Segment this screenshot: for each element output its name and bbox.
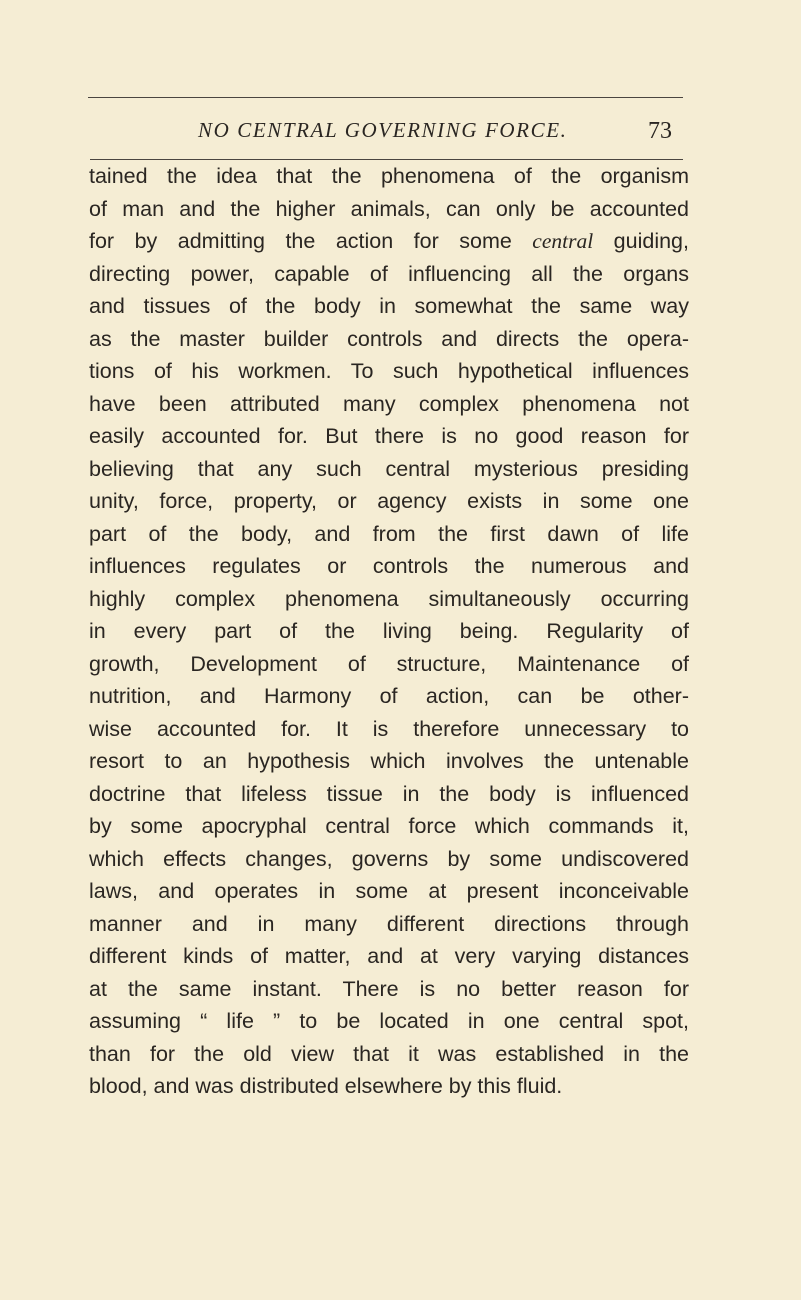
text-line: manner and in many different directions through bbox=[89, 911, 689, 936]
text-line: laws, and operates in some at present inconceivable bbox=[89, 879, 689, 903]
header-top-rule bbox=[88, 97, 683, 98]
text-line: and tissues of the body in somewhat the same way bbox=[89, 294, 689, 318]
text-line: directing power, capable of influencing all the organs bbox=[89, 261, 689, 286]
text-line: blood, and was distributed elsewhere by this fluid. bbox=[89, 1074, 563, 1098]
text-line: doctrine that lifeless tissue in the body is influenced bbox=[89, 781, 689, 806]
text-line: have been attributed many complex phenomena not bbox=[89, 391, 689, 416]
text-line: of man and the higher animals, can only be accounted bbox=[89, 196, 689, 221]
text-line: at the same instant. There is no better reason for bbox=[89, 976, 689, 1001]
text-line: which effects changes, governs by some undiscovered bbox=[89, 846, 689, 871]
text-line: part of the body, and from the first dawn of life bbox=[89, 521, 689, 546]
text-line bbox=[89, 225, 689, 258]
text-line: than for the old view that it was established in the bbox=[89, 1041, 689, 1066]
running-head bbox=[90, 112, 680, 152]
text-segment: guiding, bbox=[593, 229, 689, 253]
running-head-title: NO CENTRAL GOVERNING FORCE. bbox=[198, 118, 568, 142]
text-line: unity, force, property, or agency exists in some one bbox=[89, 489, 689, 513]
text-line: wise accounted for. It is therefore unnecessary to bbox=[89, 716, 689, 741]
text-line: nutrition, and Harmony of action, can be other- bbox=[89, 684, 689, 708]
italic-word: central bbox=[532, 229, 594, 253]
text-line: resort to an hypothesis which involves the untenable bbox=[89, 749, 689, 773]
text-line: highly complex phenomena simultaneously occurring bbox=[89, 586, 689, 611]
text-line: growth, Development of structure, Maintenance of bbox=[89, 651, 689, 676]
text-line: assuming “ life ” to be located in one central spot, bbox=[89, 1009, 689, 1033]
text-line: by some apocryphal central force which commands it, bbox=[89, 814, 689, 838]
text-line: believing that any such central mysterious presiding bbox=[89, 456, 689, 481]
text-line: influences regulates or controls the numerous and bbox=[89, 554, 689, 578]
text-line: easily accounted for. But there is no good reason for bbox=[89, 424, 689, 448]
body-text bbox=[89, 160, 689, 1103]
text-line: in every part of the living being. Regularity of bbox=[89, 619, 689, 643]
text-segment: for by admitting the action for some bbox=[89, 229, 533, 253]
text-line: as the master builder controls and directs the opera- bbox=[89, 326, 689, 351]
page-number: 73 bbox=[648, 118, 672, 144]
text-line: tained the idea that the phenomena of the organism bbox=[89, 164, 689, 188]
text-line: tions of his workmen. To such hypothetical influences bbox=[89, 359, 689, 383]
text-line: different kinds of matter, and at very varying distances bbox=[89, 944, 689, 968]
